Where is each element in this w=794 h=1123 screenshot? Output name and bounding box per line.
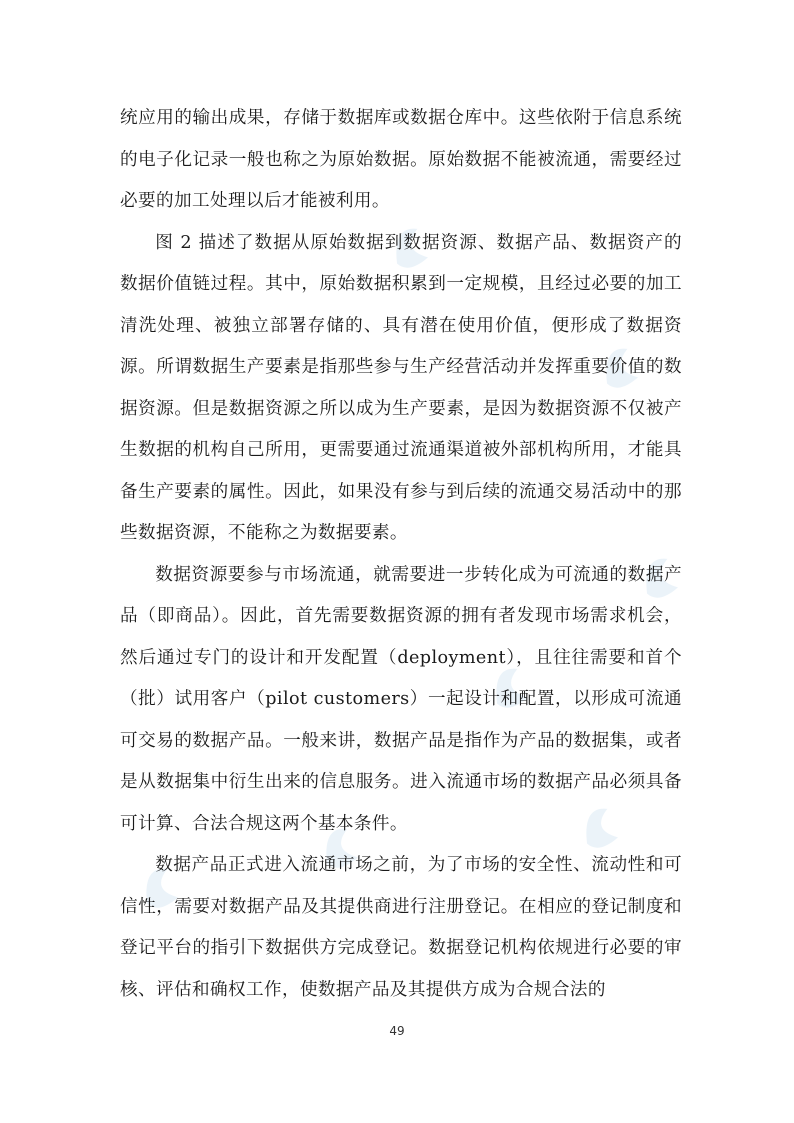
paragraph: 数据产品正式进入流通市场之前，为了市场的安全性、流动性和可信性，需要对数据产品及其提供商进行注册登记。在相应的登记制度和登记平台的指引下数据供方完成登记。数据登记机构依规进行必要的审核、评估和确权工作，使数据产品及其提供方成为合规合法的 (120, 855, 682, 1000)
paragraph: 数据资源要参与市场流通，就需要进一步转化成为可流通的数据产品（即商品）。因此，首先需要数据资源的拥有者发现市场需求机会，然后通过专门的设计和开发配置（deployment），且往往需要和首个（批）试用客户（pilot customers）一起设计和配置，以形成可流通可交易的数据产品。一般来讲，数据产品是指作为产品的数据集，或者是从数据集中衍生出来的信息服务。进入流通市场的数据产品必须具备可计算、合法合规这两个基本条件。 (120, 564, 682, 834)
paragraph: 统应用的输出成果，存储于数据库或数据仓库中。这些依附于信息系统的电子化记录一般也称之为原始数据。原始数据不能被流通，需要经过必要的加工处理以后才能被利用。 (120, 108, 682, 211)
body-text (120, 98, 682, 1011)
page-number: 49 (389, 1024, 405, 1038)
paragraph: 图 2 描述了数据从原始数据到数据资源、数据产品、数据资产的数据价值链过程。其中，原始数据积累到一定规模，且经过必要的加工清洗处理、被独立部署存储的、具有潜在使用价值，便形成了数据资源。所谓数据生产要素是指那些参与生产经营活动并发挥重要价值的数据资源。但是数据资源之所以成为生产要素，是因为数据资源不仅被产生数据的机构自己所用，更需要通过流通渠道被外部机构所用，才能具备生产要素的属性。因此，如果没有参与到后续的流通交易活动中的那些数据资源，不能称之为数据要素。 (120, 232, 682, 543)
